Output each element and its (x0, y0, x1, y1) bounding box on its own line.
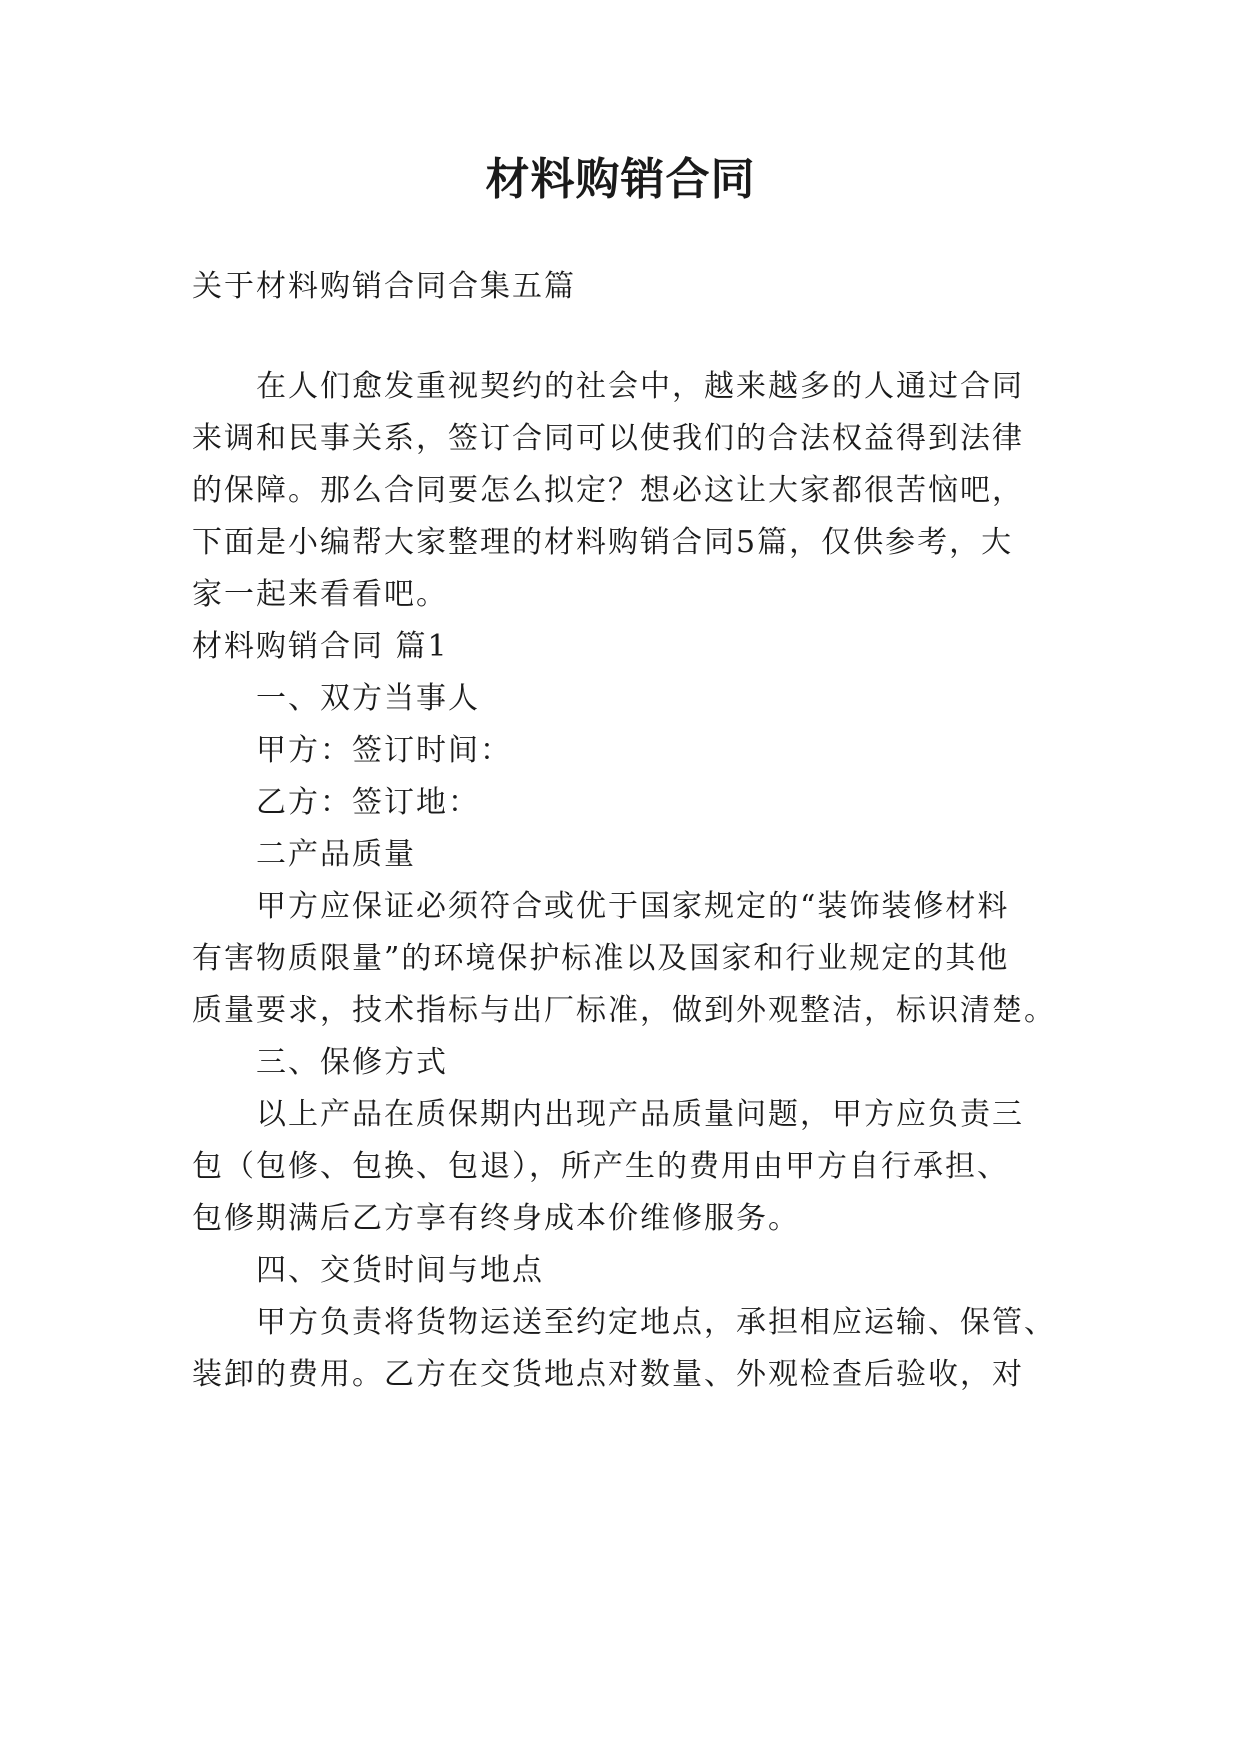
intro-line: 来调和民事关系，签订合同可以使我们的合法权益得到法律 (192, 421, 1024, 456)
intro-line: 在人们愈发重视契约的社会中，越来越多的人通过合同 (256, 369, 1024, 404)
clause-body-line: 甲方负责将货物运送至约定地点，承担相应运输、保管、 (256, 1305, 1056, 1340)
clause-body-line: 以上产品在质保期内出现产品质量问题，甲方应负责三 (256, 1097, 1024, 1132)
clause-heading: 二产品质量 (256, 837, 416, 872)
clause-body-line: 质量要求，技术指标与出厂标准，做到外观整洁，标识清楚。 (192, 993, 1056, 1028)
party-a-line: 甲方：签订时间： (256, 733, 512, 768)
section-heading: 材料购销合同 篇1 (192, 629, 449, 664)
intro-line: 的保障。那么合同要怎么拟定？想必这让大家都很苦恼吧， (192, 473, 1024, 508)
document-title: 材料购销合同 (485, 154, 756, 205)
clause-heading: 三、保修方式 (256, 1045, 448, 1080)
document-subtitle: 关于材料购销合同合集五篇 (192, 269, 576, 304)
clause-body-line: 有害物质限量”的环境保护标准以及国家和行业规定的其他 (192, 941, 1010, 976)
clause-heading: 四、交货时间与地点 (256, 1253, 544, 1288)
clause-body-line: 装卸的费用。乙方在交货地点对数量、外观检查后验收，对 (192, 1357, 1024, 1392)
clause-heading: 一、双方当事人 (256, 681, 480, 716)
clause-body-line: 甲方应保证必须符合或优于国家规定的“装饰装修材料 (256, 889, 1010, 924)
clause-body-line: 包（包修、包换、包退），所产生的费用由甲方自行承担、 (192, 1149, 1009, 1184)
clause-body-line: 包修期满后乙方享有终身成本价维修服务。 (192, 1201, 800, 1236)
party-b-line: 乙方：签订地： (256, 785, 480, 820)
intro-line: 下面是小编帮大家整理的材料购销合同5篇，仅供参考，大 (192, 525, 1014, 560)
intro-line: 家一起来看看吧。 (192, 577, 448, 612)
